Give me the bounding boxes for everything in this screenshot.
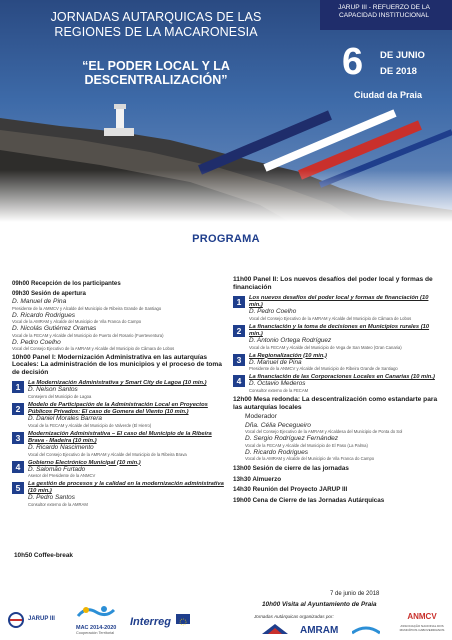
moderator-label: Moderador: [245, 413, 277, 421]
jarup-logo: [6, 612, 55, 633]
jarup-mark-icon: [6, 612, 26, 628]
event-title: [0, 10, 312, 40]
talk-speaker: D. Pedro Coelho: [249, 308, 297, 315]
panel-1-talk: [12, 402, 227, 428]
panel-2-talk: [233, 374, 443, 393]
speaker-name: Dña. Célia Pecegueiro: [245, 421, 311, 429]
left-column: [12, 280, 227, 510]
speaker-role: Vocal de la AMRAM y Alcalde del Municipio de Vila Franca do Campo: [12, 319, 142, 325]
speaker-name: D. Ricardo Rodrigues: [245, 448, 309, 456]
talk-body: [249, 374, 443, 393]
panel-1-talk: [12, 481, 227, 507]
schedule-opening: 09h30 Sesión de apertura: [12, 290, 86, 297]
schedule-meeting: 14h30 Reunión del Proyecto JARUP III: [233, 486, 348, 494]
second-day-date: 7 de junio de 2018: [330, 591, 380, 597]
schedule-dinner: 19h00 Cena de Cierre de las Jornadas Autárquicas: [233, 496, 385, 504]
talk-title: La gestión de procesos y la calidad en la modernización administrativa (10 min.): [28, 481, 224, 495]
talk-speaker: D. Ricardo Nascimento: [28, 443, 94, 451]
talk-title: La financiación de las Corporaciones Locales en Canarias (10 min.): [249, 374, 435, 381]
project-line1: JARUP III - REFUERZO DE LA: [338, 4, 430, 11]
round-table-heading: 12h00 Mesa redonda: La descentralización como estandarte para las autarquías locales: [233, 396, 438, 411]
talk-title: Los nuevos desafíos del poder local y formas de financiación (10 min.): [249, 295, 429, 309]
panel-2-talk: [233, 353, 443, 372]
speaker-role: Vocal de la FECAM y Alcalde del Municipio de Puerto del Rosario (Fuerteventura): [12, 332, 164, 338]
talk-number: 2: [233, 325, 245, 337]
panel-1-talk: [12, 431, 227, 457]
talk-number: 4: [12, 461, 24, 473]
talk-speaker-role: Asesor del Presidente de la ANMCV: [28, 473, 96, 479]
speaker-entry: [12, 298, 227, 310]
talk-speaker-role: Vocal de la FECAM y Alcalde del Municipio de Valverde (El Hierro): [28, 422, 152, 428]
panel-1-heading: 10h00 Panel I: Modernización Administrativa en las autarquías Locales: La administración de los municipios y el proceso de toma de decisión: [12, 353, 222, 376]
round-table-speaker: [233, 449, 443, 461]
project-line2: CAPACIDAD INSTITUCIONAL: [338, 12, 429, 19]
talk-body: [28, 460, 227, 479]
amram-logo-text: AMRAM: [300, 625, 339, 636]
talk-number: 3: [12, 432, 24, 444]
talk-number: 1: [12, 381, 24, 393]
talk-body: [28, 402, 227, 428]
interreg-logo: [130, 612, 171, 630]
talk-title: Modernización Administrativa – El caso del Municipio de la Ribeira Brava - Madeira (10 min.): [28, 430, 212, 444]
speaker-role: Vocal de la FECAM y Alcalde del Municipio de El Paso (La Palma): [245, 442, 368, 448]
talk-speaker-role: Vocal del Consejo Ejecutivo de la AMRAM y Alcalde del Municipio de la Ribeira Brava: [28, 451, 187, 457]
talk-title: La financiación y la toma de decisiones en Municipios rurales (10 min.): [249, 323, 430, 337]
eu-stars-icon: [176, 617, 190, 627]
amram-logo: [300, 620, 338, 638]
talk-speaker: D. Nelson Santos: [28, 386, 78, 394]
speaker-role: Vocal del Consejo Ejecutivo de la AMRAM y Alcalde del Municipio de Câmara de Lobos: [12, 346, 175, 352]
schedule-visit: 10h00 Visita al Ayuntamiento de Praia: [262, 601, 377, 608]
talk-number: 5: [12, 482, 24, 494]
header-banner: [0, 0, 452, 222]
talk-speaker: D. Salomão Furtado: [28, 465, 86, 473]
speaker-entry: [12, 339, 227, 351]
talk-title: La Regionalización (10 min.): [249, 352, 327, 359]
moderator-block: [233, 413, 443, 420]
talk-speaker-role: Consejero del Municipio de Lagoa: [28, 394, 92, 400]
talk-speaker: D. Antonio Ortega Rodríguez: [249, 336, 332, 344]
talk-number: 2: [12, 403, 24, 415]
right-column: [233, 276, 443, 507]
speaker-name: D. Sergio Rodríguez Fernández: [245, 435, 339, 443]
event-subtitle-line1: “EL PODER LOCAL Y LA: [82, 59, 230, 73]
secondary-partner-logo-icon: [352, 622, 380, 640]
talk-speaker: D. Octavio Mederos: [249, 380, 306, 388]
date-block: [332, 42, 446, 104]
talk-body: [249, 324, 443, 350]
date-day: 6: [342, 41, 364, 83]
talk-speaker: D. Manuel de Pina: [249, 358, 302, 366]
round-table-speaker: [233, 422, 443, 434]
mac-logo-subtext: Cooperación Territorial: [76, 631, 115, 635]
schedule-coffee-break: 10h50 Coffee-break: [14, 552, 73, 559]
talk-number: 1: [233, 296, 245, 308]
organized-by-label: Jornadas Autárquicas organizadas por:: [254, 614, 334, 619]
event-title-line1: JORNADAS AUTARQUICAS DE LAS: [50, 10, 262, 24]
talk-body: [28, 431, 227, 457]
interreg-logo-text: Interreg: [130, 616, 171, 628]
event-subtitle: [0, 59, 312, 87]
talk-body: [249, 295, 443, 321]
talk-body: [28, 380, 227, 399]
event-subtitle-line2: DESCENTRALIZACIÓN”: [84, 73, 228, 87]
talk-title: Modelo de Participación de la Administración Local en Proyectos Públicos Privados: El caso de Gomera del Viento (10 min.): [28, 402, 208, 416]
talk-speaker-role: Vocal del Consejo Ejecutivo de la AMRAM y Alcalde del Municipio de Câmara de Lobos: [249, 315, 412, 321]
schedule-reception: 09h00 Recepción de los participantes: [12, 280, 121, 287]
eu-flag-icon: [176, 614, 190, 624]
talk-title: Gobierno Electrónico Municipal (10 min.): [28, 459, 141, 466]
speaker-entry: [12, 312, 227, 324]
talk-number: 4: [233, 375, 245, 387]
speaker-role: Presidente de la AMMCV y Alcalde del Municipio de Ribeira Grande de Santiago: [12, 305, 162, 311]
date-year: DE 2018: [380, 66, 417, 77]
jarup-logo-text: JARUP III: [28, 616, 55, 622]
anmcv-logo-text: ANMCV: [407, 612, 437, 621]
panel-2-talk: [233, 295, 443, 321]
mac-waves-icon: [76, 604, 116, 620]
speaker-role: Vocal del Consejo Ejecutivo de la AMRAM y Alcaldesa del Municipio de Ponta do Sol: [245, 429, 403, 435]
event-title-line2: REGIONES DE LA MACARONESIA: [54, 25, 258, 39]
speaker-name: D. Pedro Coelho: [12, 338, 61, 346]
schedule-lunch: 13h30 Almuerzo: [233, 475, 282, 483]
speaker-name: D. Ricardo Rodrigues: [12, 311, 76, 319]
date-month: DE JUNIO: [380, 50, 425, 61]
talk-number: 3: [233, 354, 245, 366]
project-banner-text: [320, 4, 448, 20]
speaker-entry: [12, 325, 227, 337]
anmcv-logo-subtext: ASSOCIAÇÃO NACIONAL DOS MUNICÍPIOS CABOVERDIANOS: [399, 624, 445, 632]
talk-speaker-role: Consultor externo de la AMRAM: [28, 502, 88, 508]
speaker-role: Vocal de la AMRAM y Alcalde del Municipio de Vila Franca do Campo: [245, 456, 375, 462]
speaker-name: D. Manuel de Pina: [12, 298, 67, 306]
talk-speaker: D. Daniel Morales Barrera: [28, 415, 102, 423]
programa-heading: PROGRAMA: [192, 233, 260, 245]
talk-speaker: D. Pedro Santos: [28, 494, 75, 502]
mac-logo: [76, 604, 124, 635]
talk-body: [249, 353, 443, 372]
talk-speaker-role: Consultor externo de la FECAM: [249, 388, 309, 394]
panel-2-talk: [233, 324, 443, 350]
panel-1-talk: [12, 380, 227, 399]
talk-speaker-role: Vocal de la FECAM y Alcalde del Municipio de Vega de San Mateo (Gran Canaria): [249, 344, 402, 350]
anmcv-logo: [394, 612, 450, 632]
date-city: Ciudad da Praia: [354, 90, 423, 100]
mac-logo-text: MAC 2014-2020: [76, 625, 117, 631]
panel-1-talk: [12, 460, 227, 479]
speaker-name: D. Nicolás Gutiérrez Oramas: [12, 325, 97, 333]
schedule-closing: 13h00 Sesión de cierre de las jornadas: [233, 465, 349, 473]
round-table-speaker: [233, 435, 443, 447]
talk-title: La Modernización Administrativa y Smart City de Lagoa (10 min.): [28, 380, 207, 387]
panel-2-heading: 11h00 Panel II: Los nuevos desafíos del poder local y formas de financiación: [233, 276, 433, 291]
talk-body: [28, 481, 227, 507]
talk-speaker-role: Presidente de la ANMCV y Alcalde del Municipio de Ribeira Grande de Santiago: [249, 366, 398, 372]
fecam-logo-icon: [262, 622, 288, 640]
